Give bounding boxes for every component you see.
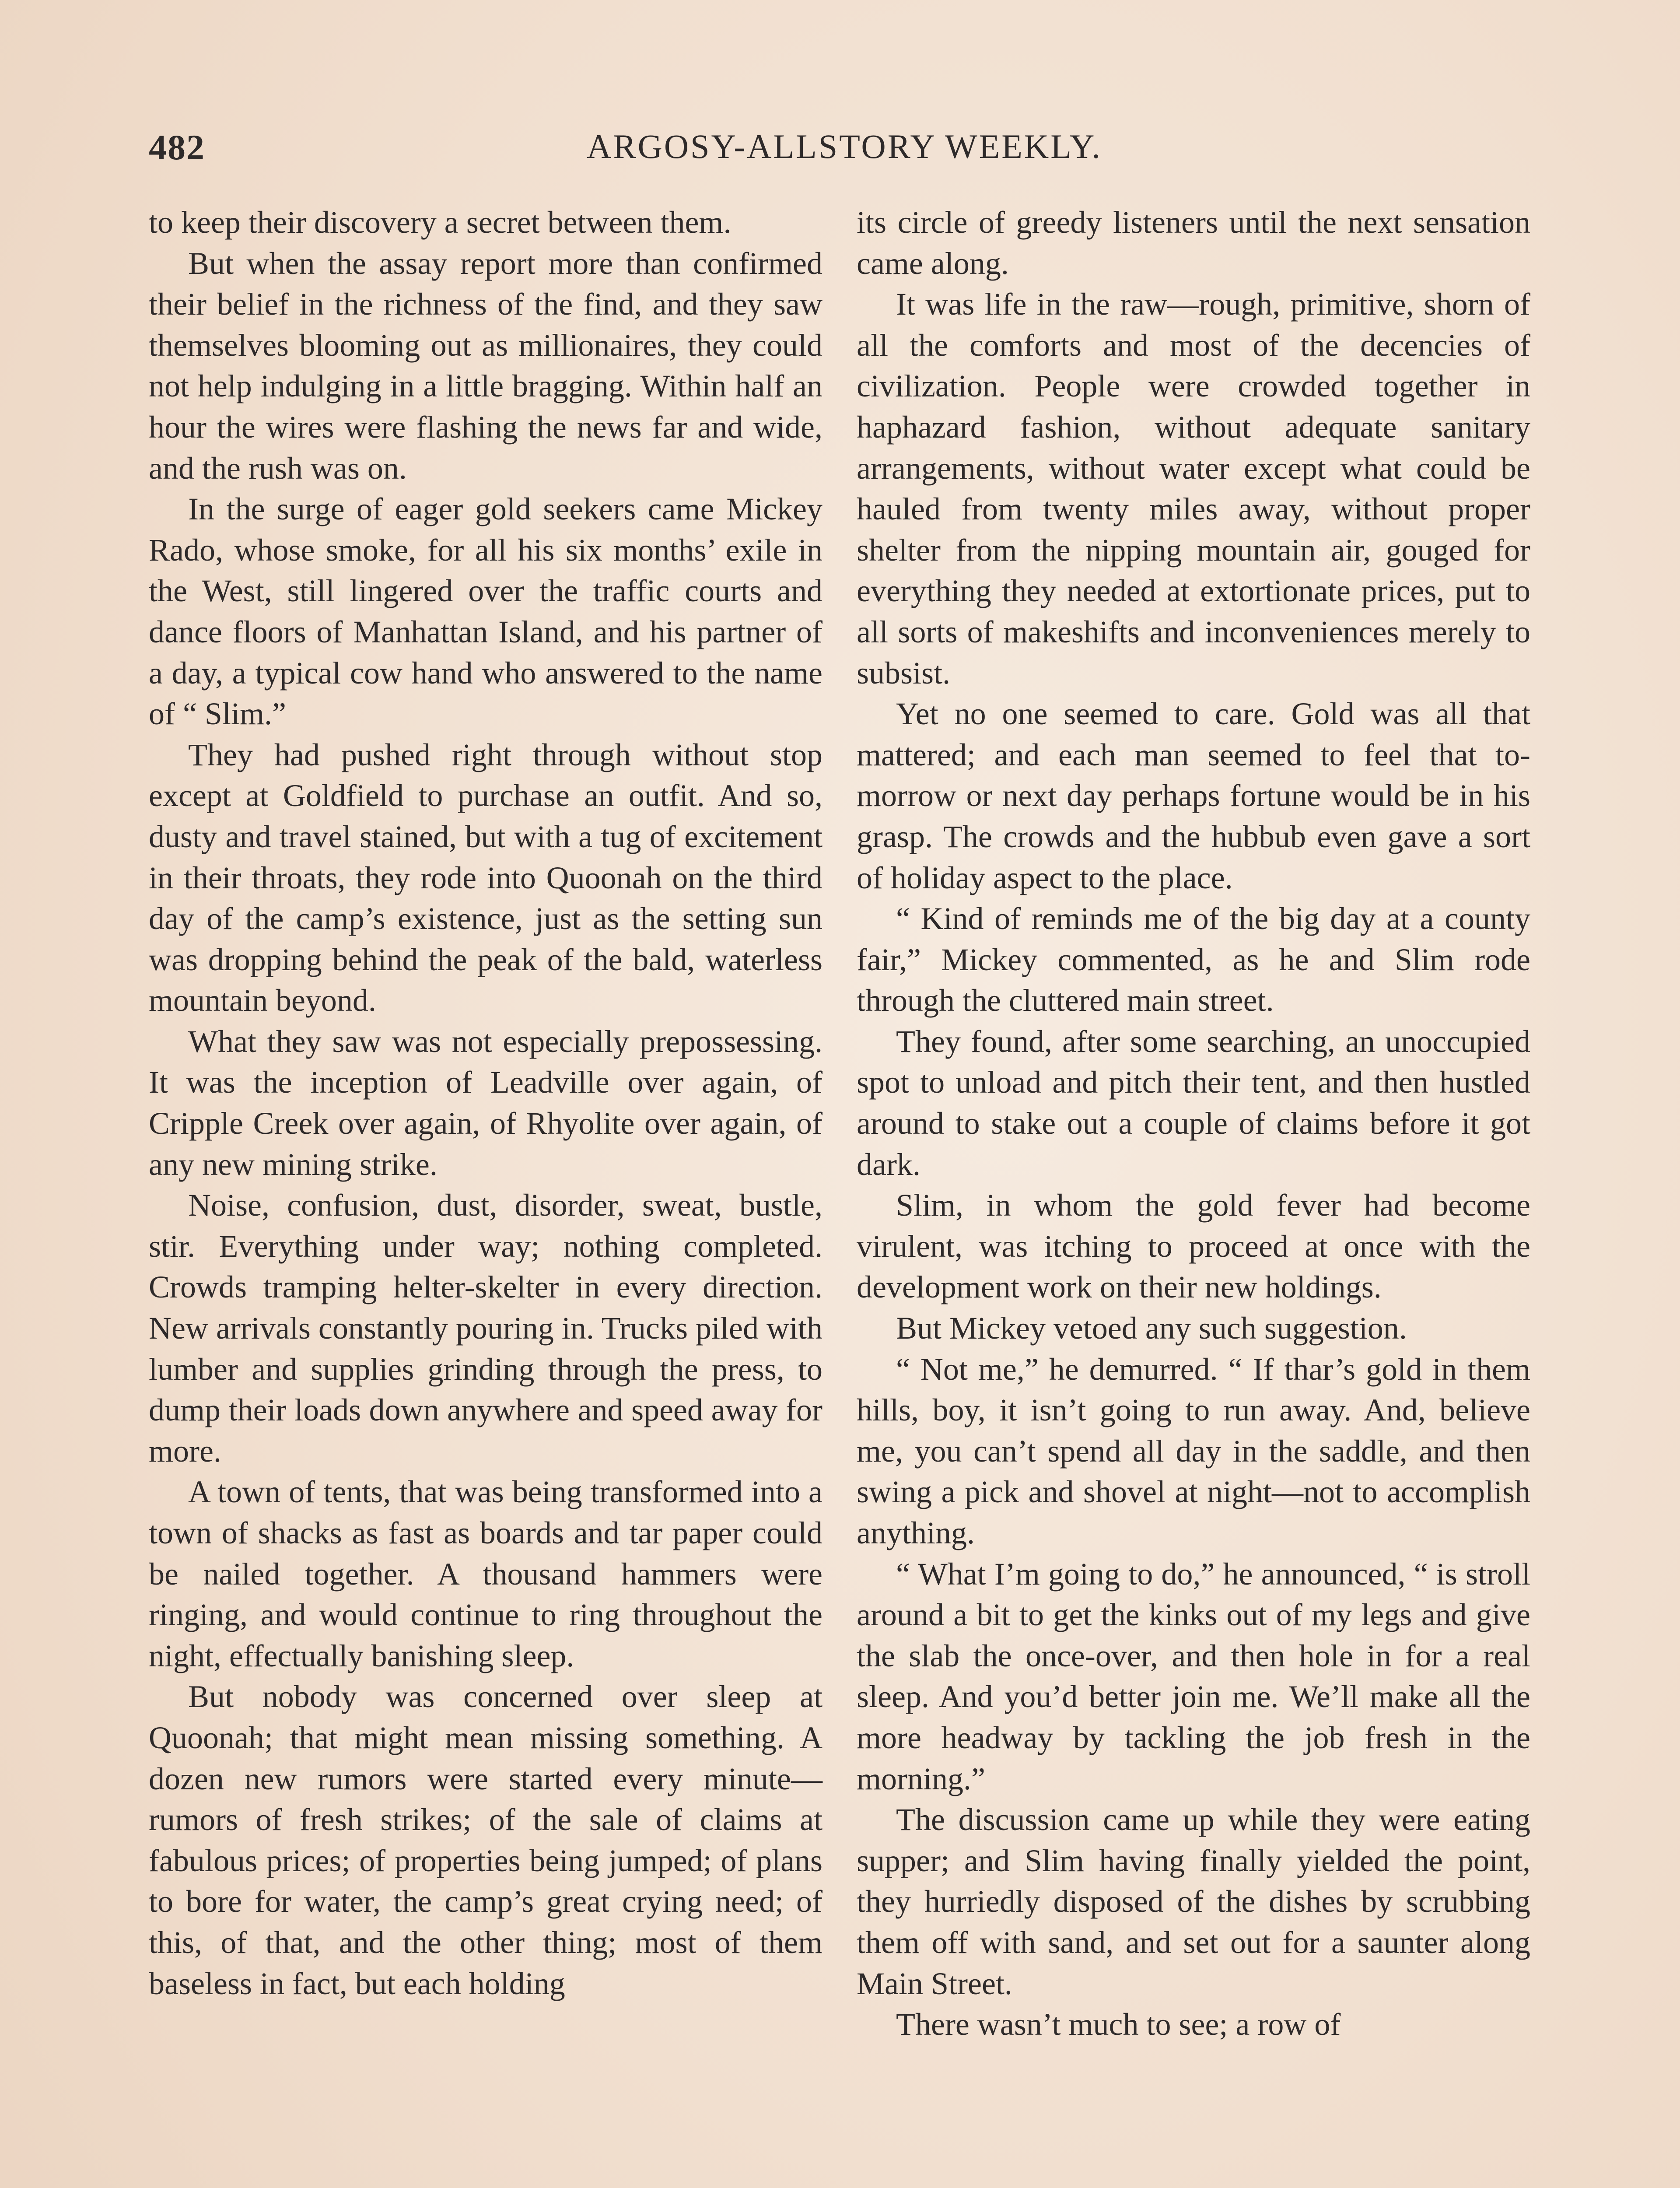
paragraph: “ Kind of reminds me of the big day at a county fair,” Mickey commented, as he and Slim rode through the cluttered main street. — [857, 901, 1530, 1018]
page-number: 482 — [149, 127, 205, 167]
text-column-right — [857, 202, 1530, 2045]
paragraph: Yet no one seemed to care. Gold was all that mattered; and each man seemed to feel that to-morrow or next day perhaps fortune would be in his grasp. The crowds and the hubbub even gave a sort of holiday aspect to the place. — [857, 696, 1530, 895]
paragraph: “ Not me,” he demurred. “ If thar’s gold in them hills, boy, it isn’t going to run away. And, believe me, you can’t spend all day in the saddle, and then swing a pick and shovel at night—not to accomplish anything. — [857, 1351, 1530, 1550]
page-header — [149, 127, 1540, 179]
paragraph: In the surge of eager gold seekers came Mickey Rado, whose smoke, for all his six months’ exile in the West, still lingered over the traffic courts and dance floors of Manhattan Island, and his partner of a day, a typical cow hand who answered to the name of “ Slim.” — [149, 491, 822, 732]
paragraph: Slim, in whom the gold fever had become virulent, was itching to proceed at once with the development work on their new holdings. — [857, 1188, 1530, 1305]
paragraph: They found, after some searching, an unoccupied spot to unload and pitch their tent, and then hustled around to stake out a couple of claims before it got dark. — [857, 1024, 1530, 1182]
paragraph: What they saw was not especially prepossessing. It was the inception of Leadville over again, of Cripple Creek over again, of Rhyolite over again, of any new mining strike. — [149, 1024, 822, 1182]
paragraph: But nobody was concerned over sleep at Quoonah; that might mean missing something. A dozen new rumors were started every minute—rumors of fresh strikes; of the sale of claims at fabulous prices; of properties being jumped; of plans to bore for water, the camp’s great crying need; of this, of that, and the other thing; most of them baseless in fact, but each holding — [149, 1679, 822, 2001]
paragraph: to keep their discovery a secret between them. — [149, 205, 732, 240]
paragraph: But when the assay report more than confirmed their belief in the richness of the find, and they saw themselves blooming out as millionaires, they could not help indulging in a little bragging. Within half an hour the wires were flashing the news far and wide, and the rush was on. — [149, 245, 822, 486]
paragraph: There wasn’t much to see; a row of — [896, 2007, 1341, 2042]
paragraph: The discussion came up while they were eating supper; and Slim having finally yielded the point, they hurriedly disposed of the dishes by scrubbing them off with sand, and set out for a saunter along Main Street. — [857, 1802, 1530, 2001]
paragraph: Noise, confusion, dust, disorder, sweat, bustle, stir. Everything under way; nothing completed. Crowds tramping helter-skelter in every direction. New arrivals constantly pouring in. Trucks piled with lumber and supplies grinding through the press, to dump their loads down anywhere and speed away for more. — [149, 1188, 822, 1469]
paragraph: But Mickey vetoed any such suggestion. — [896, 1311, 1407, 1346]
paragraph: A town of tents, that was being transformed into a town of shacks as fast as boards and tar paper could be nailed together. A thousand hammers were ringing, and would continue to ring throughout the night, effectually banishing sleep. — [149, 1474, 822, 1673]
running-title: ARGOSY-ALLSTORY WEEKLY. — [587, 127, 1102, 165]
paragraph: It was life in the raw—rough, primitive, shorn of all the comforts and most of the decencies of civilization. People were crowded together in haphazard fashion, without adequate sanitary arrangements, without water except what could be hauled from twenty miles away, without proper shelter from the nipping mountain air, gouged for everything they needed at extortionate prices, put to all sorts of makeshifts and inconveniences merely to subsist. — [857, 287, 1530, 691]
text-column-left — [149, 202, 822, 2004]
paragraph: its circle of greedy listeners until the next sensation came along. — [857, 205, 1530, 281]
paragraph: “ What I’m going to do,” he announced, “ is stroll around a bit to get the kinks out of my legs and give the slab the once-over, and then hole in for a real sleep. And you’d better join me. We’ll make all the more headway by tackling the job fresh in the morning.” — [857, 1556, 1530, 1796]
paragraph: They had pushed right through without stop except at Goldfield to purchase an outfit. And so, dusty and travel stained, but with a tug of excitement in their throats, they rode into Quoonah on the third day of the camp’s existence, just as the setting sun was dropping behind the peak of the bald, waterless mountain beyond. — [149, 737, 822, 1018]
